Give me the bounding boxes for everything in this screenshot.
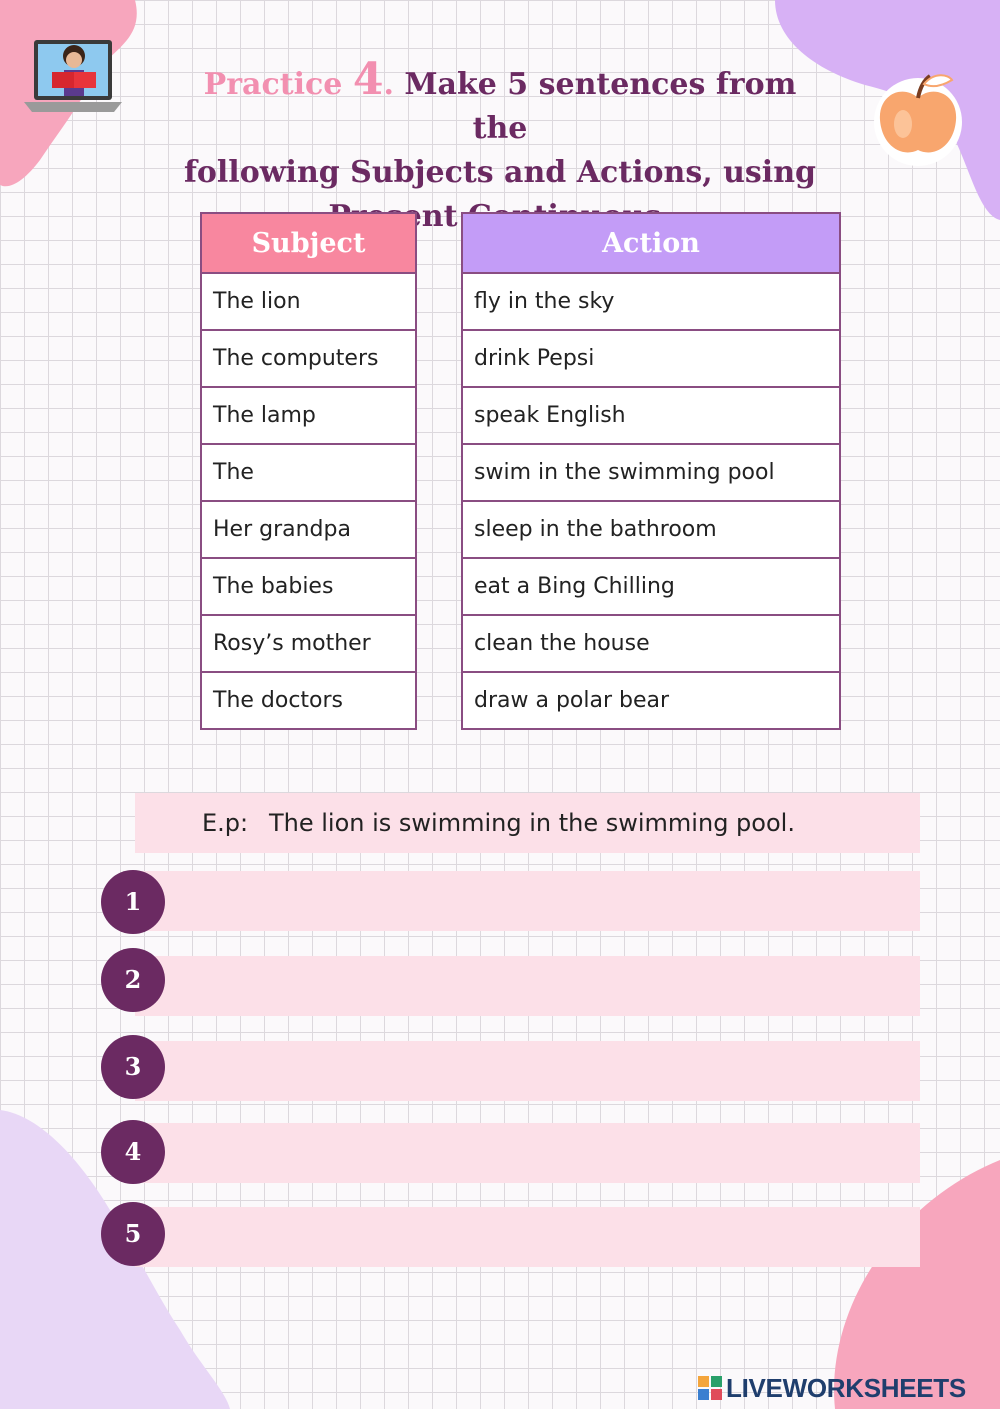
subject-cell: The xyxy=(201,444,416,501)
teacher-laptop-icon xyxy=(24,32,122,116)
liveworksheets-brand: LIVEWORKSHEETS xyxy=(726,1372,966,1403)
action-cell: sleep in the bathroom xyxy=(462,501,840,558)
answer-input-1[interactable] xyxy=(135,871,920,931)
subject-header: Subject xyxy=(201,213,416,273)
action-cell: drink Pepsi xyxy=(462,330,840,387)
number-badge-3: 3 xyxy=(101,1035,165,1099)
answer-input-4[interactable] xyxy=(135,1123,920,1183)
instruction-line-1: Make 5 sentences from the xyxy=(404,67,797,146)
action-cell: clean the house xyxy=(462,615,840,672)
answer-input-3[interactable] xyxy=(135,1041,920,1101)
number-badge-2: 2 xyxy=(101,948,165,1012)
action-cell: swim in the swimming pool xyxy=(462,444,840,501)
apple-icon xyxy=(868,62,968,168)
example-label: E.p: xyxy=(202,809,249,837)
practice-number: 4 xyxy=(352,54,384,105)
action-cell: draw a polar bear xyxy=(462,672,840,729)
liveworksheets-grid-icon xyxy=(698,1376,722,1400)
action-cell: speak English xyxy=(462,387,840,444)
subject-table xyxy=(200,212,417,730)
answer-input-2[interactable] xyxy=(135,956,920,1016)
subject-cell: The lion xyxy=(201,273,416,330)
subject-cell: The doctors xyxy=(201,672,416,729)
example-sentence: The lion is swimming in the swimming pool. xyxy=(269,809,795,837)
answer-input-5[interactable] xyxy=(135,1207,920,1267)
subject-cell: Her grandpa xyxy=(201,501,416,558)
action-header: Action xyxy=(462,213,840,273)
action-cell: fly in the sky xyxy=(462,273,840,330)
practice-word: Practice xyxy=(203,67,343,102)
subject-cell: The computers xyxy=(201,330,416,387)
number-badge-1: 1 xyxy=(101,870,165,934)
instruction-line-2: following Subjects and Actions, using xyxy=(184,155,816,190)
example-box xyxy=(135,793,920,853)
number-badge-5: 5 xyxy=(101,1202,165,1266)
action-table xyxy=(461,212,841,730)
practice-dot: . xyxy=(383,67,394,102)
action-cell: eat a Bing Chilling xyxy=(462,558,840,615)
number-badge-4: 4 xyxy=(101,1120,165,1184)
subject-cell: The lamp xyxy=(201,387,416,444)
subject-cell: The babies xyxy=(201,558,416,615)
subject-cell: Rosy’s mother xyxy=(201,615,416,672)
title-line-1 xyxy=(180,54,820,151)
liveworksheets-logo[interactable] xyxy=(698,1372,994,1404)
